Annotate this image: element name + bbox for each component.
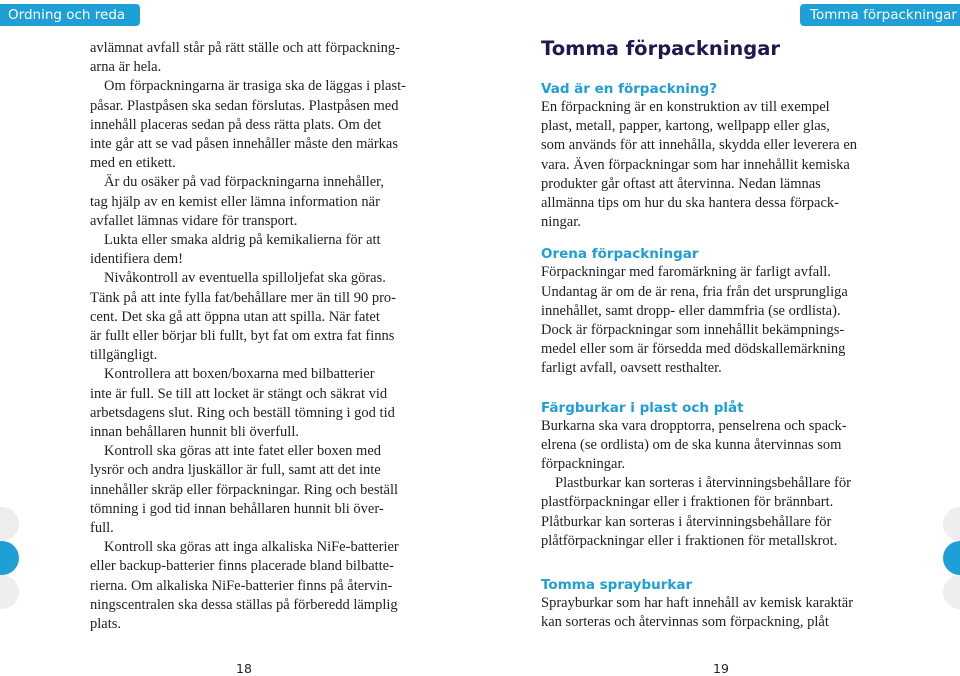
section-heading: Tomma sprayburkar (541, 577, 693, 594)
margin-marker-circle (0, 575, 19, 609)
page-number-left: 18 (236, 661, 252, 676)
text-line: farligt avfall, oavsett resthalter. (541, 360, 722, 377)
text-line: eller backup-batterier finns placerade bland bilbatte- (90, 558, 394, 575)
margin-marker-circle (0, 507, 19, 541)
text-line: avlämnat avfall står på rätt ställe och att förpackning- (90, 40, 401, 56)
text-line: Kontrollera att boxen/boxarna med bilbatterier (104, 366, 375, 383)
text-line: inte går att se vad påsen innehåller måste den märkas (90, 136, 399, 153)
text-line: plåtförpackningar eller i fraktionen för metallskrot. (541, 532, 838, 549)
section-heading: Färgburkar i plast och plåt (541, 399, 744, 416)
text-line: allmänna tips om hur du ska hantera dessa förpack- (541, 195, 839, 212)
text-line: Om förpackningarna är trasiga ska de läggas i plast- (104, 78, 406, 95)
text-line: medel eller som är försedda med dödskallemärkning (541, 341, 846, 358)
text-line: innan behållaren hunnit bli överfull. (90, 424, 299, 441)
text-line: elrena (se ordlista) om de ska kunna återvinnas som (541, 436, 842, 453)
text-line: Undantag är om de är rena, fria från det ursprungliga (541, 283, 848, 300)
text-line: identifiera dem! (90, 251, 183, 268)
section-tab-right: Tomma förpackningar (800, 4, 960, 26)
text-line: full. (90, 520, 114, 537)
page-number-right: 19 (713, 661, 729, 676)
text-line: är fullt eller börjar bli fullt, byt fat om extra fat finns (90, 328, 395, 345)
margin-marker-circle (0, 541, 19, 575)
margin-marker-circle (943, 575, 960, 609)
text-line: Burkarna ska vara dropptorra, penselrena och spack- (541, 417, 847, 434)
text-line: Nivåkontroll av eventuella spilloljefat ska göras. (104, 270, 386, 287)
text-line: förpackningar. (541, 456, 626, 473)
margin-marker-circle (943, 541, 960, 575)
text-line: Plastburkar kan sorteras i återvinningsbehållare för (555, 475, 851, 492)
text-line: med en etikett. (90, 155, 176, 172)
text-line: tömning i god tid innan behållaren hunnit bli över- (90, 500, 384, 517)
text-line: rierna. Om alkaliska NiFe-batterier finns på återvin- (90, 577, 393, 594)
text-line: Förpackningar med faromärkning är farligt avfall. (541, 264, 831, 281)
text-line: påsar. Plastpåsen ska sedan förslutas. Plastpåsen med (90, 97, 399, 114)
text-line: kan sorteras och återvinnas som förpackning, plåt (541, 614, 829, 631)
text-line: innehåller skräp eller förpackningar. Ring och beställ (90, 481, 399, 498)
section-heading: Vad är en förpackning? (541, 81, 718, 97)
text-line: Kontroll ska göras att inga alkaliska NiFe-batterier (104, 539, 399, 556)
text-line: lysrör och andra ljuskällor är full, samt att det inte (90, 462, 381, 479)
text-line: inte är full. Se till att locket är stängt och säkrat vid (90, 385, 388, 402)
text-line: plats. (90, 616, 122, 633)
text-line: plast, metall, papper, kartong, wellpapp eller glas, (541, 118, 830, 135)
text-line: Sprayburkar som har haft innehåll av kemisk karaktär (541, 595, 854, 612)
text-line: plastförpackningar eller i fraktionen för brännbart. (541, 494, 834, 511)
page-title: Tomma förpackningar (541, 37, 781, 60)
text-line: Dock är förpackningar som innehållit bekämpnings- (541, 322, 845, 339)
left-page-body (90, 39, 425, 634)
text-line: tillgängligt. (90, 347, 158, 364)
text-line: Tänk på att inte fylla fat/behållare mer än till 90 pro- (90, 289, 396, 306)
text-line: tag hjälp av en kemist eller lämna information när (90, 193, 380, 210)
text-line: Kontroll ska göras att inte fatet eller boxen med (104, 443, 382, 460)
text-line: Är du osäker på vad förpackningarna innehåller, (104, 174, 385, 191)
text-line: Lukta eller smaka aldrig på kemikalierna för att (104, 232, 381, 249)
text-line: ningar. (541, 214, 581, 231)
section-heading: Orena förpackningar (541, 246, 699, 263)
text-line: cent. Det ska gå att öppna utan att spilla. När fatet (90, 308, 380, 325)
text-line: arbetsdagens slut. Ring och beställ tömning i god tid (90, 404, 395, 421)
text-line: ningscentralen ska dessa ställas på förberedd lämplig (90, 596, 398, 613)
text-line: En förpackning är en konstruktion av till exempel (541, 99, 830, 115)
text-line: som används för att innehålla, skydda eller leverera en (541, 137, 858, 154)
text-line: produkter går oftast att återvinna. Nedan lämnas (541, 175, 821, 192)
right-page-body (541, 36, 886, 632)
text-line: vara. Även förpackningar som har innehållit kemiska (541, 156, 850, 173)
text-line: avfallet lämnas vidare för transport. (90, 212, 298, 229)
margin-marker-circle (943, 507, 960, 541)
text-line: innehåll placeras sedan på dess rätta plats. Om det (90, 116, 382, 133)
section-tab-left: Ordning och reda (0, 4, 140, 26)
text-line: Plåtburkar kan sorteras i återvinningsbehållare för (541, 513, 832, 530)
text-line: arna är hela. (90, 59, 162, 76)
text-line: innehållet, samt dropp- eller dammfria (se ordlista). (541, 302, 841, 319)
